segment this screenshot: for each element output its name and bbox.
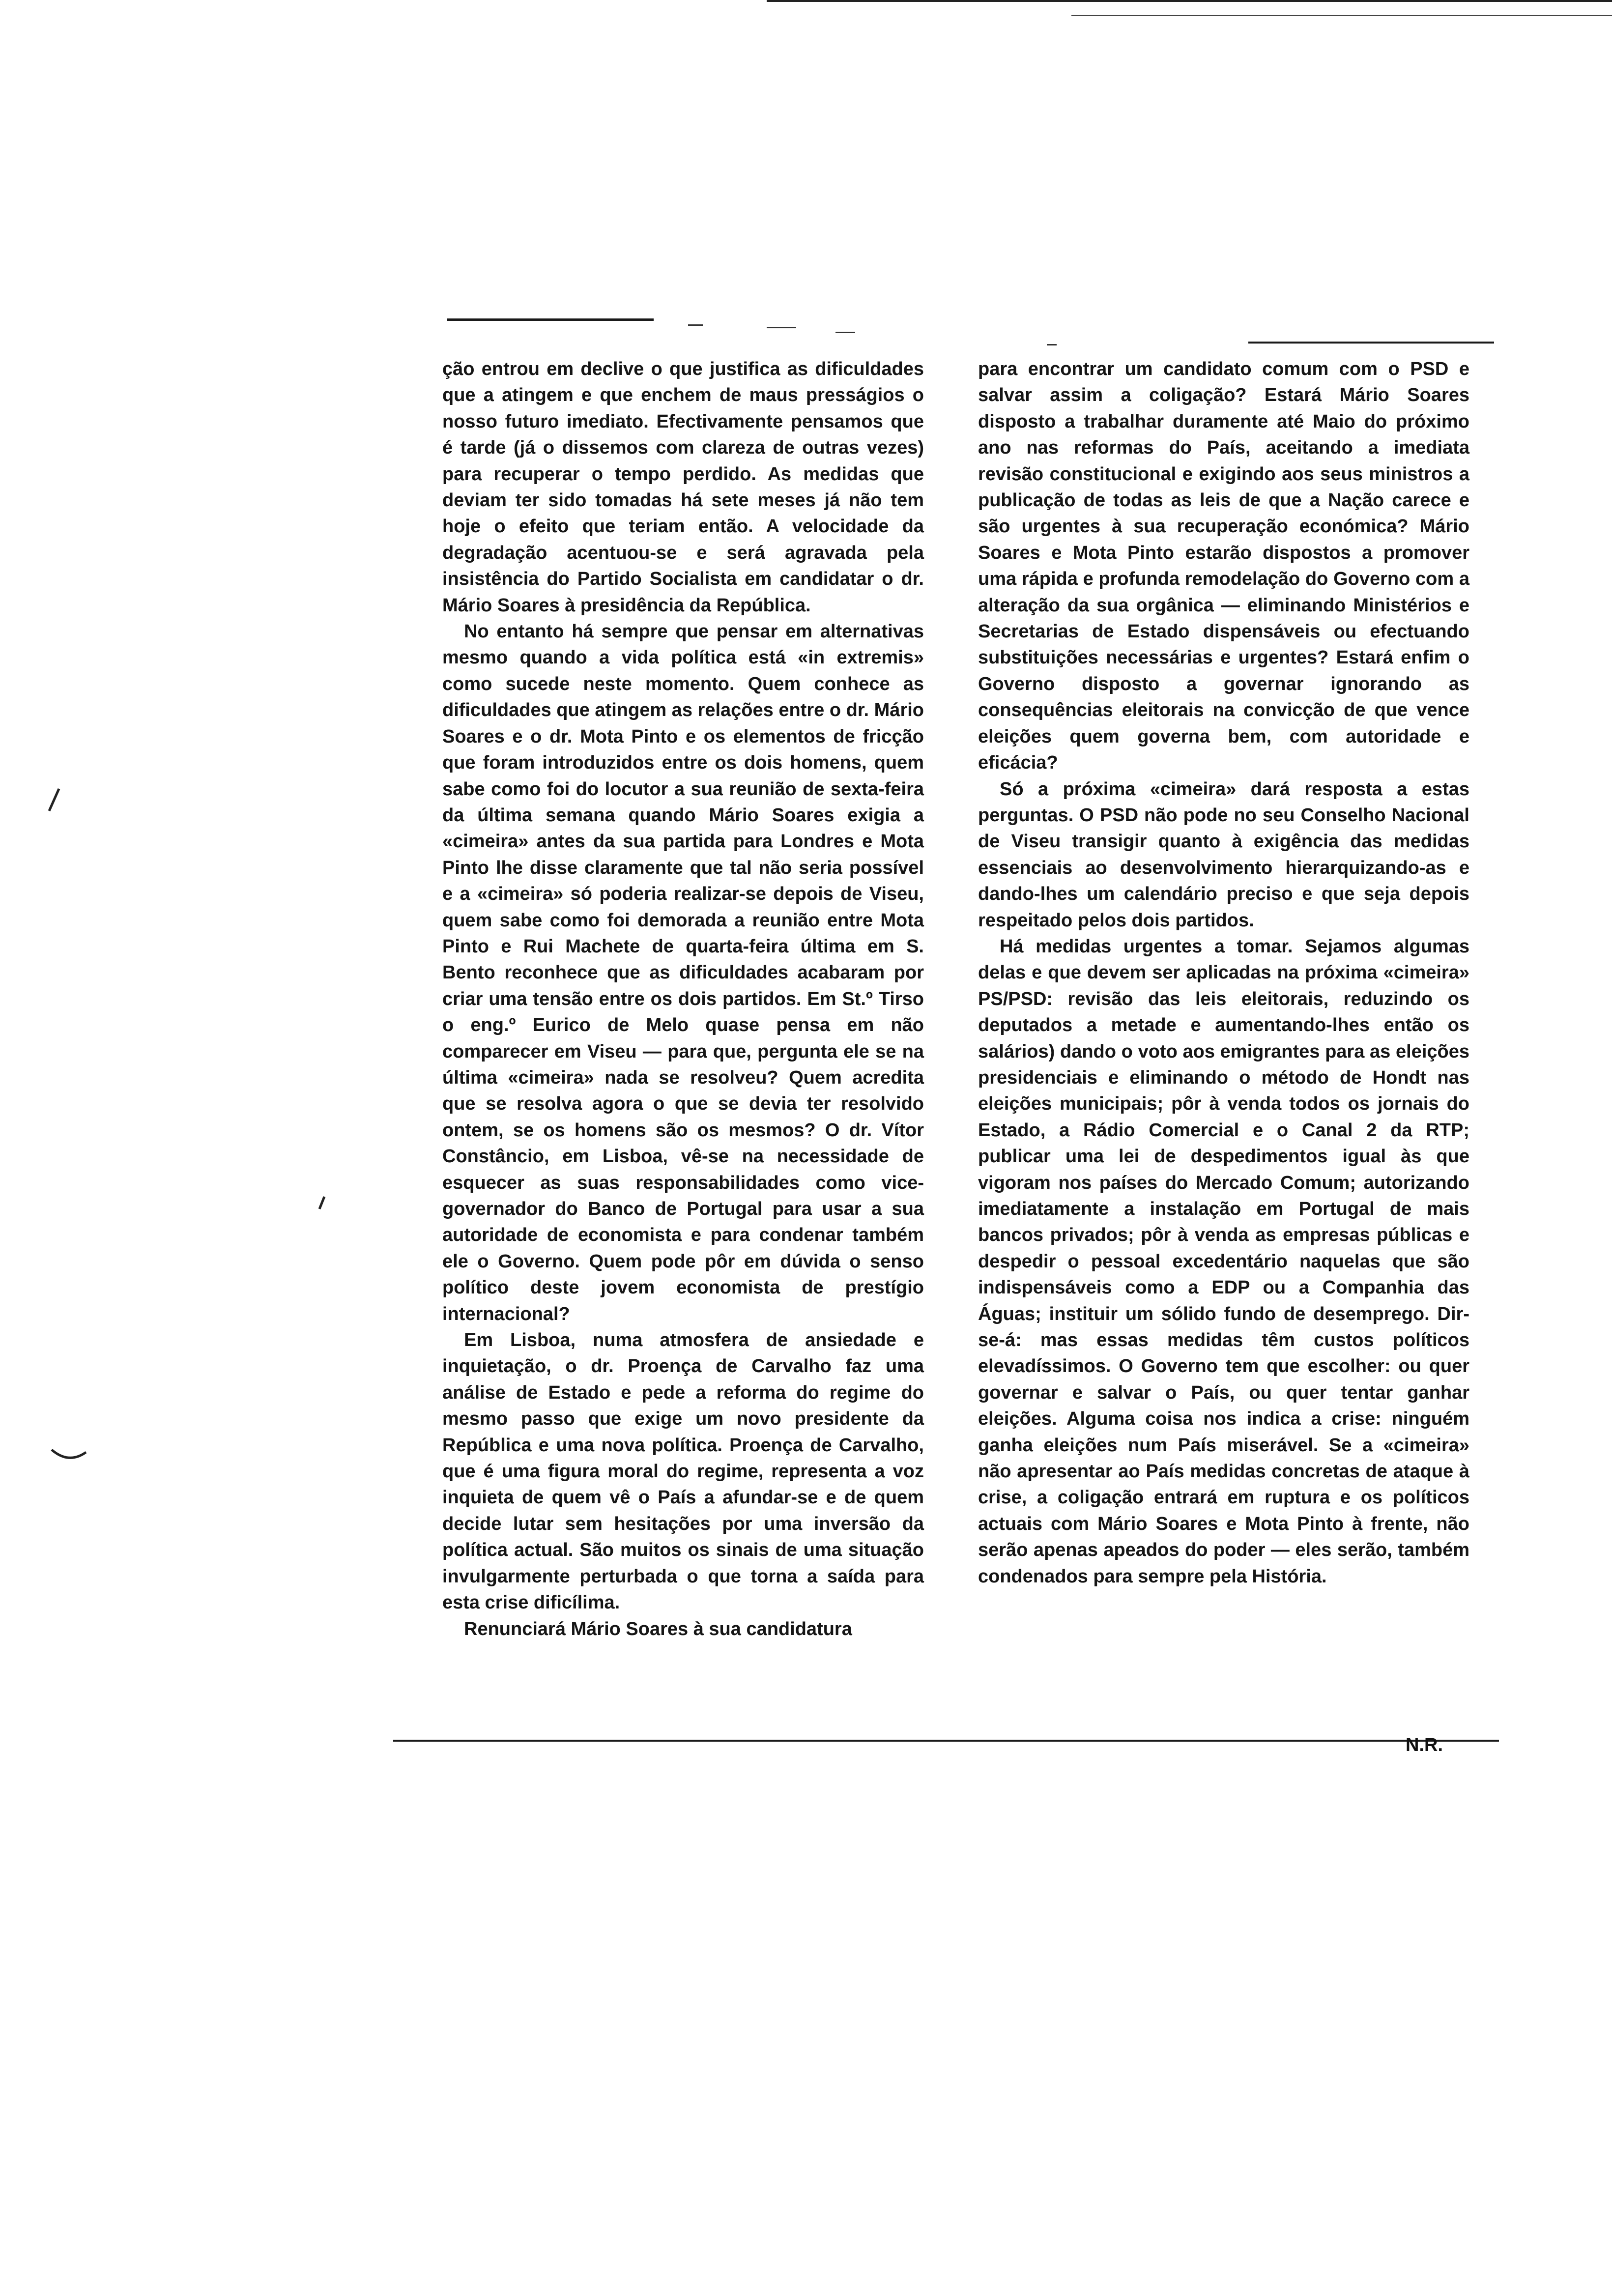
article-paragraph: No entanto há sempre que pensar em alternativas mesmo quando a vida política está «in extremis» como sucede neste momento. Quem conhece as dificuldades que atingem as relações entre o dr. Mário Soares e o dr. Mota Pinto e os elementos de fricção que foram introduzidos entre os dois homens, quem sabe como foi do locutor a sua reunião de sexta-feira da última semana quando Mário Soares exigia a «cimeira» antes da sua partida para Londres e Mota Pinto lhe disse claramente que tal não seria possível e a «cimeira» só poderia realizar-se depois de Viseu, quem sabe como foi demorada a reunião entre Mota Pinto e Rui Machete de quarta-feira última em S. Bento reconhece que as dificuldades acabaram por criar uma tensão entre os dois partidos. Em St.º Tirso o eng.º Eurico de Melo quase pensa em não comparecer em Viseu — para que, pergunta ele se na última «cimeira» nada se resolveu? Quem acredita que se resolva agora o que se devia ter resolvido ontem, se os homens são os mesmos? O dr. Vítor Constâncio, em Lisboa, vê-se na necessidade de esquecer as suas responsabilidades como vice-governador do Banco de Portugal para usar a sua autoridade de economista e para condenar também ele o Governo. Quem pode pôr em dúvida o senso político deste jovem economista de prestígio internacional?: [442, 621, 924, 1324]
column-bottom-rule: [393, 1740, 1499, 1742]
scan-edge-line: [1071, 15, 1612, 16]
scan-noise: [767, 327, 796, 328]
scan-noise: [1047, 344, 1057, 345]
margin-pen-mark: [49, 1445, 88, 1464]
article-paragraph: Renunciará Mário Soares à sua candidatura: [464, 1618, 852, 1639]
signature-initials: N.R.: [1406, 1735, 1443, 1755]
article-paragraph: Só a próxima «cimeira» dará resposta a estas perguntas. O PSD não pode no seu Conselho Nacional de Viseu transigir quanto à exigência das medidas essenciais ao desenvolvimento hierarquizando-as e dando-lhes um calendário preciso e que seja depois respeitado pelos dois partidos.: [978, 778, 1469, 931]
scan-noise: [688, 324, 703, 326]
article-paragraph: para encontrar um candidato comum com o PSD e salvar assim a coligação? Estará Mário Soares disposto a trabalhar duramente até Maio do próximo ano nas reformas do País, aceitando a imediata revisão constitucional e exigindo aos seus ministros a publicação de todas as leis de que a Nação carece e são urgentes à sua recuperação económica? Mário Soares e Mota Pinto estarão dispostos a promover uma rápida e profunda remodelação do Governo com a alteração da sua orgânica — eliminando Ministérios e Secretarias de Estado dispensáveis ou efectuando substituições necessárias e urgentes? Estará enfim o Governo disposto a governar ignorando as consequências eleitorais na convicção de que vence eleições quem governa bem, com autoridade e eficácia?: [978, 359, 1469, 774]
article-paragraph: ção entrou em declive o que justifica as dificuldades que a atingem e que enchem de maus presságios o nosso futuro imediato. Efectivamente pensamos que é tarde (já o dissemos com clareza de outras vezes) para recuperar o tempo perdido. As medidas que deviam ter sido tomadas há sete meses já não tem hoje o efeito que teriam então. A velocidade da degradação acentuou-se e será agravada pela insistência do Partido Socialista em candidatar o dr. Mário Soares à presidência da República.: [442, 359, 924, 616]
margin-pen-mark: [315, 1194, 329, 1214]
article-paragraph: Há medidas urgentes a tomar. Sejamos algumas delas e que devem ser aplicadas na próxima «cimeira» PS/PSD: revisão das leis eleitorais, reduzindo os deputados a metade e aumentando-lhes então os salários) dando o voto aos emigrantes para as eleições presidenciais e eliminando o método de Hondt nas eleições municipais; pôr à venda todos os jornais do Estado, a Rádio Comercial e o Canal 2 da RTP; publicar uma lei de despedimentos igual às que vigoram nos países do Mercado Comum; autorizando imediatamente a instalação em Portugal de mais bancos privados; pôr à venda as empresas públicas e despedir o pessoal excedentário naquelas que são indispensáveis como a EDP ou a Companhia das Águas; instituir um sólido fundo de desemprego. Dir-se-á: mas essas medidas têm custos políticos elevadíssimos. O Governo tem que escolher: ou quer governar e salvar o País, ou quer tentar ganhar eleições. Alguma coisa nos indica a crise: ninguém ganha eleições num País miserável. Se a «cimeira» não apresentar ao País medidas concretas de ataque à crise, a coligação entrará em ruptura e os políticos actuais com Mário Soares e Mota Pinto à frente, não serão apenas apeados do poder — eles serão, também condenados para sempre pela História.: [978, 936, 1469, 1587]
column-top-rule-right: [1248, 342, 1494, 344]
scan-noise: [835, 332, 855, 333]
article-paragraph: Em Lisboa, numa atmosfera de ansiedade e inquietação, o dr. Proença de Carvalho faz uma análise de Estado e pede a reforma do regime do mesmo passo que exige um novo presidente da República e uma nova política. Proença de Carvalho, que é uma figura moral do regime, representa a voz inquieta de quem vê o País a afundar-se e de quem decide lutar sem hesitações por uma inversão da política actual. São muitos os sinais de uma situação invulgarmente perturbada o que torna a saída para esta crise dificílima.: [442, 1330, 924, 1613]
article-column-right: [978, 356, 1469, 1590]
margin-pen-mark: [44, 786, 64, 816]
column-top-rule-left: [447, 318, 654, 321]
article-column-left: [442, 356, 924, 1642]
scan-edge-line: [767, 0, 1612, 2]
